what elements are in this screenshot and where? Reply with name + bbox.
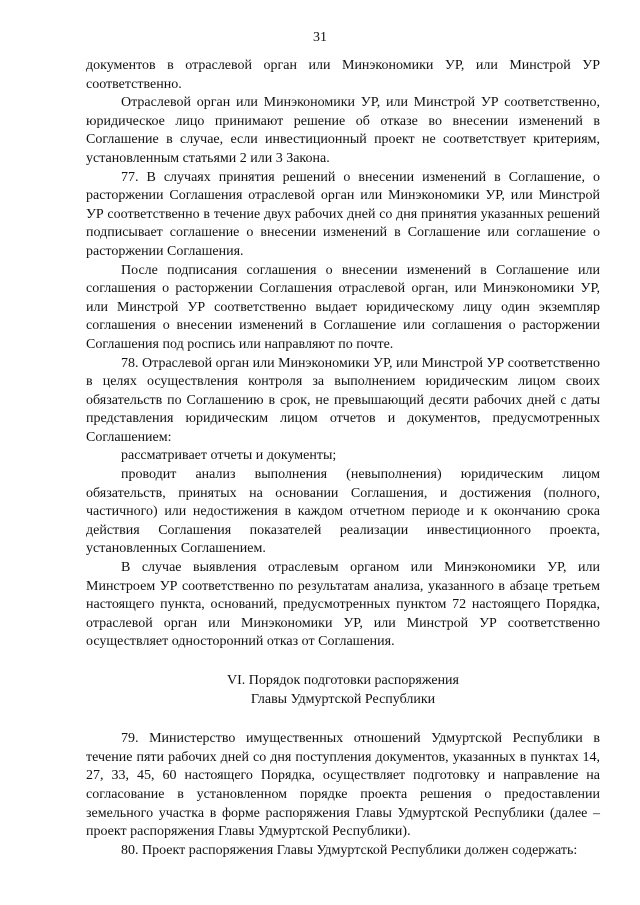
paragraphs-before-heading	[86, 57, 600, 652]
section-heading	[86, 672, 600, 709]
paragraphs-after-heading	[86, 730, 600, 860]
paragraph: проводит анализ выполнения (невыполнения) юридическим лицом обязательств, принятых на основании Соглашения, и достижения (полного, частичного) или недостижения в каждом отчетном периоде и к окончанию срока действия Соглашения показателей реализации инвестиционного проекта, установленных Соглашением.	[86, 467, 600, 557]
section-heading-line-1: VI. Порядок подготовки распоряжения	[227, 673, 459, 688]
paragraph: документов в отраслевой орган или Минэкономики УР, или Минстрой УР соответственно.	[86, 58, 600, 92]
paragraph: 80. Проект распоряжения Главы Удмуртской Республики должен содержать:	[121, 842, 578, 858]
paragraph: рассматривает отчеты и документы;	[121, 448, 337, 464]
paragraph: Отраслевой орган или Минэкономики УР, или Минстрой УР соответственно, юридическое лицо принимают решение об отказе во внесении изменений в Соглашение в случае, если инвестиционный проект не соответствует критериям, установленным статьями 2 или 3 Закона.	[86, 95, 600, 166]
paragraph: 77. В случаях принятия решений о внесении изменений в Соглашение, о расторжении Соглашения отраслевой орган или Минэкономики УР, или Минстрой УР соответственно в течение двух рабочих дней со дня принятия указанных решений подписывает соглашение о внесении изменений в Соглашение или соглашение о расторжении Соглашения.	[86, 169, 600, 259]
paragraph: В случае выявления отраслевым органом или Минэкономики УР, или Минстроем УР соответственно по результатам анализа, указанного в абзаце третьем настоящего пункта, оснований, предусмотренных пунктом 72 настоящего Порядка, отраслевой орган или Минэкономики УР, или Минстрой УР соответственно осуществляет односторонний отказ от Соглашения.	[86, 560, 600, 650]
document-body	[86, 57, 600, 860]
page-number: 31	[313, 30, 327, 45]
paragraph: 79. Министерство имущественных отношений Удмуртской Республики в течение пяти рабочих дней со дня поступления документов, указанных в пунктах 14, 27, 33, 45, 60 настоящего Порядка, осуществляет подготовку и направление на согласование в установленном порядке проекта решения о предоставлении земельного участка в форме распоряжения Главы Удмуртской Республики (далее – проект распоряжения Главы Удмуртской Республики).	[86, 731, 600, 840]
paragraph: После подписания соглашения о внесении изменений в Соглашение или соглашения о расторжении Соглашения отраслевой орган, или Минэкономики УР, или Минстрой УР соответственно выдает юридическому лицу один экземпляр соглашения о внесении изменений в Соглашение или соглашения о расторжении Соглашения под роспись или направляют по почте.	[86, 262, 600, 352]
paragraph: 78. Отраслевой орган или Минэкономики УР, или Минстрой УР соответственно в целях осуществления контроля за выполнением юридическим лицом своих обязательств по Соглашению в срок, не превышающий десяти рабочих дней с даты представления юридическим лицом отчетов и документов, предусмотренных Соглашением:	[86, 355, 600, 445]
section-heading-line-2: Главы Удмуртской Республики	[250, 691, 436, 707]
